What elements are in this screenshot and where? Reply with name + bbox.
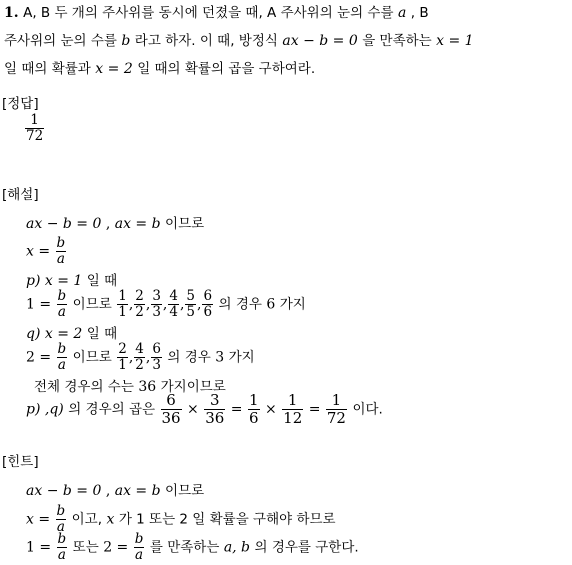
solution-header: [해설] [2, 187, 39, 203]
hint-line-1: ax − b = 0 , ax = b 이므로 [26, 483, 205, 499]
solution-line-8: p) ,q) 의 경우의 곱은 $\frac{6}{36}$ × $\frac{3}{36}$ = $\frac{1}{6}$ × $\frac{1}{12}$ = $\frac{1}{72}$ 이다. [26, 391, 383, 427]
hint-line-3: 1 = $\frac{b}{a}$ 또는 2 = $\frac{b}{a}$ 를 만족하는 a, b 의 경우를 구한다. [26, 531, 359, 563]
solution-line-6: 2 = $\frac{b}{a}$ 이므로 $\frac{2}{1}$ , $\frac{4}{2}$ , $\frac{6}{3}$ 의 경우 3 가지 [26, 341, 255, 373]
hint-header: [힌트] [2, 454, 39, 470]
solution-line-7: 전체 경우의 수는 36 가지이므로 [34, 379, 226, 395]
solution-line-2: x = $\frac{b}{a}$ [26, 235, 66, 267]
question-number: 1. [4, 5, 19, 21]
solution-line-3: p) x = 1 일 때 [26, 273, 118, 289]
solution-line-5: q) x = 2 일 때 [26, 326, 118, 342]
question-line-2: 주사위의 눈의 수를 b 라고 하자. 이 때, 방정식 ax − b = 0 을 만족하는 x = 1 [4, 33, 474, 49]
hint-line-2: x = $\frac{b}{a}$ 이고, x 가 1 또는 2 일 확률을 구해야 하므로 [26, 503, 336, 535]
answer-fraction: $\frac{1}{72}$ [26, 112, 44, 144]
solution-line-4: 1 = $\frac{b}{a}$ 이므로 $\frac{1}{1}$ , $\frac{2}{2}$ , $\frac{3}{3}$ , $\frac{4}{4}$ , $\frac{5}{5}$ , $\frac{6}{6}$ 의 경우 6 가지 [26, 288, 306, 320]
answer-header: [정답] [2, 96, 39, 112]
question-line-3: 일 때의 확률과 x = 2 일 때의 확률의 곱을 구하여라. [4, 61, 316, 77]
question-line-1: 1. A, B 두 개의 주사위를 동시에 던졌을 때, A 주사위의 눈의 수를 a , B [4, 5, 429, 21]
solution-line-1: ax − b = 0 , ax = b 이므로 [26, 216, 205, 232]
